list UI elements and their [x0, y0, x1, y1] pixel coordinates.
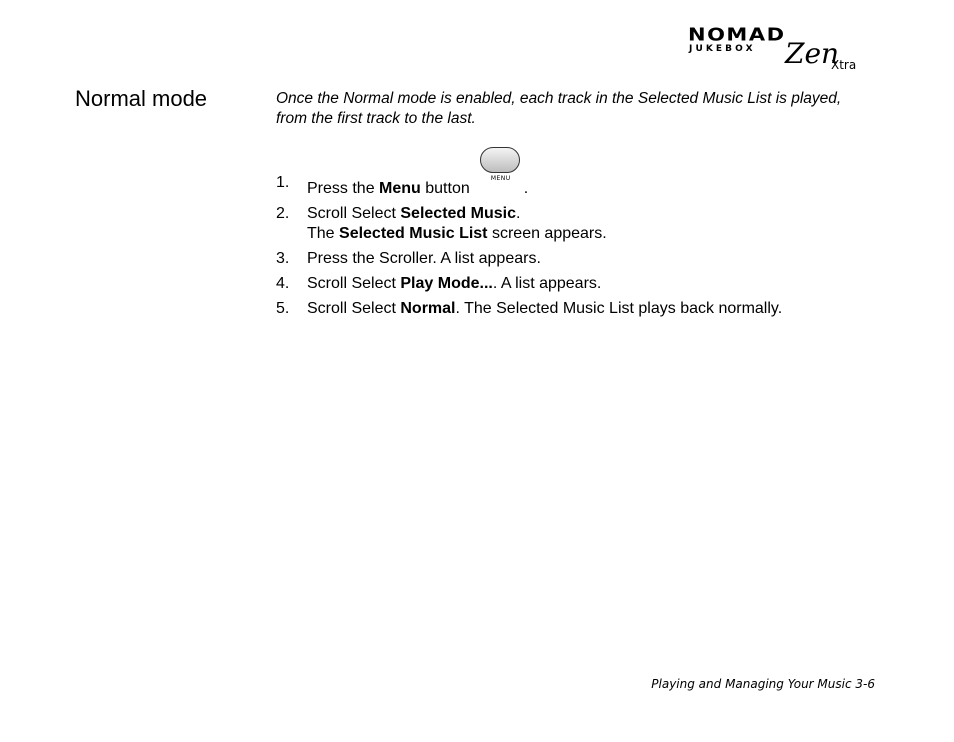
step-text-post: . The Selected Music List plays back normally. — [455, 300, 783, 317]
menu-button-shape — [480, 147, 520, 173]
step-text-bold: Play Mode... — [400, 275, 493, 292]
step-text-pre: Scroll Select — [307, 275, 401, 292]
logo-model: Zen — [785, 37, 840, 70]
step-line2-bold: Selected Music List — [339, 225, 488, 242]
step-text — [307, 173, 896, 199]
nomad-jukebox-zen-xtra-logo — [688, 26, 868, 74]
step-3 — [276, 249, 896, 269]
logo-suffix: Xtra — [831, 58, 857, 72]
step-number: 2. — [276, 205, 290, 222]
step-number: 3. — [276, 250, 290, 267]
step-1 — [276, 173, 896, 199]
step-line2-post: screen appears. — [487, 225, 607, 242]
page-footer: Playing and Managing Your Music 3-6 — [651, 677, 875, 691]
logo-line2: JUKEBOX — [689, 44, 756, 54]
step-4 — [276, 274, 896, 294]
step-text-end: . — [523, 180, 529, 197]
step-5 — [276, 299, 896, 319]
step-text-post: button — [420, 180, 470, 197]
menu-button-label: MENU — [490, 175, 511, 182]
step-number: 1. — [276, 174, 290, 191]
menu-button-icon — [478, 173, 524, 193]
step-text-bold: Normal — [400, 300, 456, 317]
steps-list — [276, 173, 896, 324]
step-text-bold: Selected Music — [400, 205, 516, 222]
step-text-pre: Scroll Select — [307, 205, 401, 222]
step-number: 5. — [276, 300, 290, 317]
step-2 — [276, 204, 896, 244]
step-text-bold: Menu — [379, 180, 421, 197]
step-text-pre: Press the — [307, 180, 380, 197]
step-text — [307, 274, 896, 294]
section-intro: Once the Normal mode is enabled, each track in the Selected Music List is played, from the first track to the last. — [276, 90, 842, 127]
step-text-post: . — [515, 205, 521, 222]
logo-brand: NOMAD — [688, 24, 786, 45]
step-text: Press the Scroller. A list appears. — [307, 250, 541, 267]
step-number: 4. — [276, 275, 290, 292]
step-text — [307, 299, 896, 319]
step-text — [307, 204, 896, 244]
step-text-pre: Scroll Select — [307, 300, 401, 317]
step-line2-pre: The — [307, 225, 340, 242]
section-title: Normal mode — [75, 86, 208, 111]
step-text-post: . A list appears. — [492, 275, 602, 292]
